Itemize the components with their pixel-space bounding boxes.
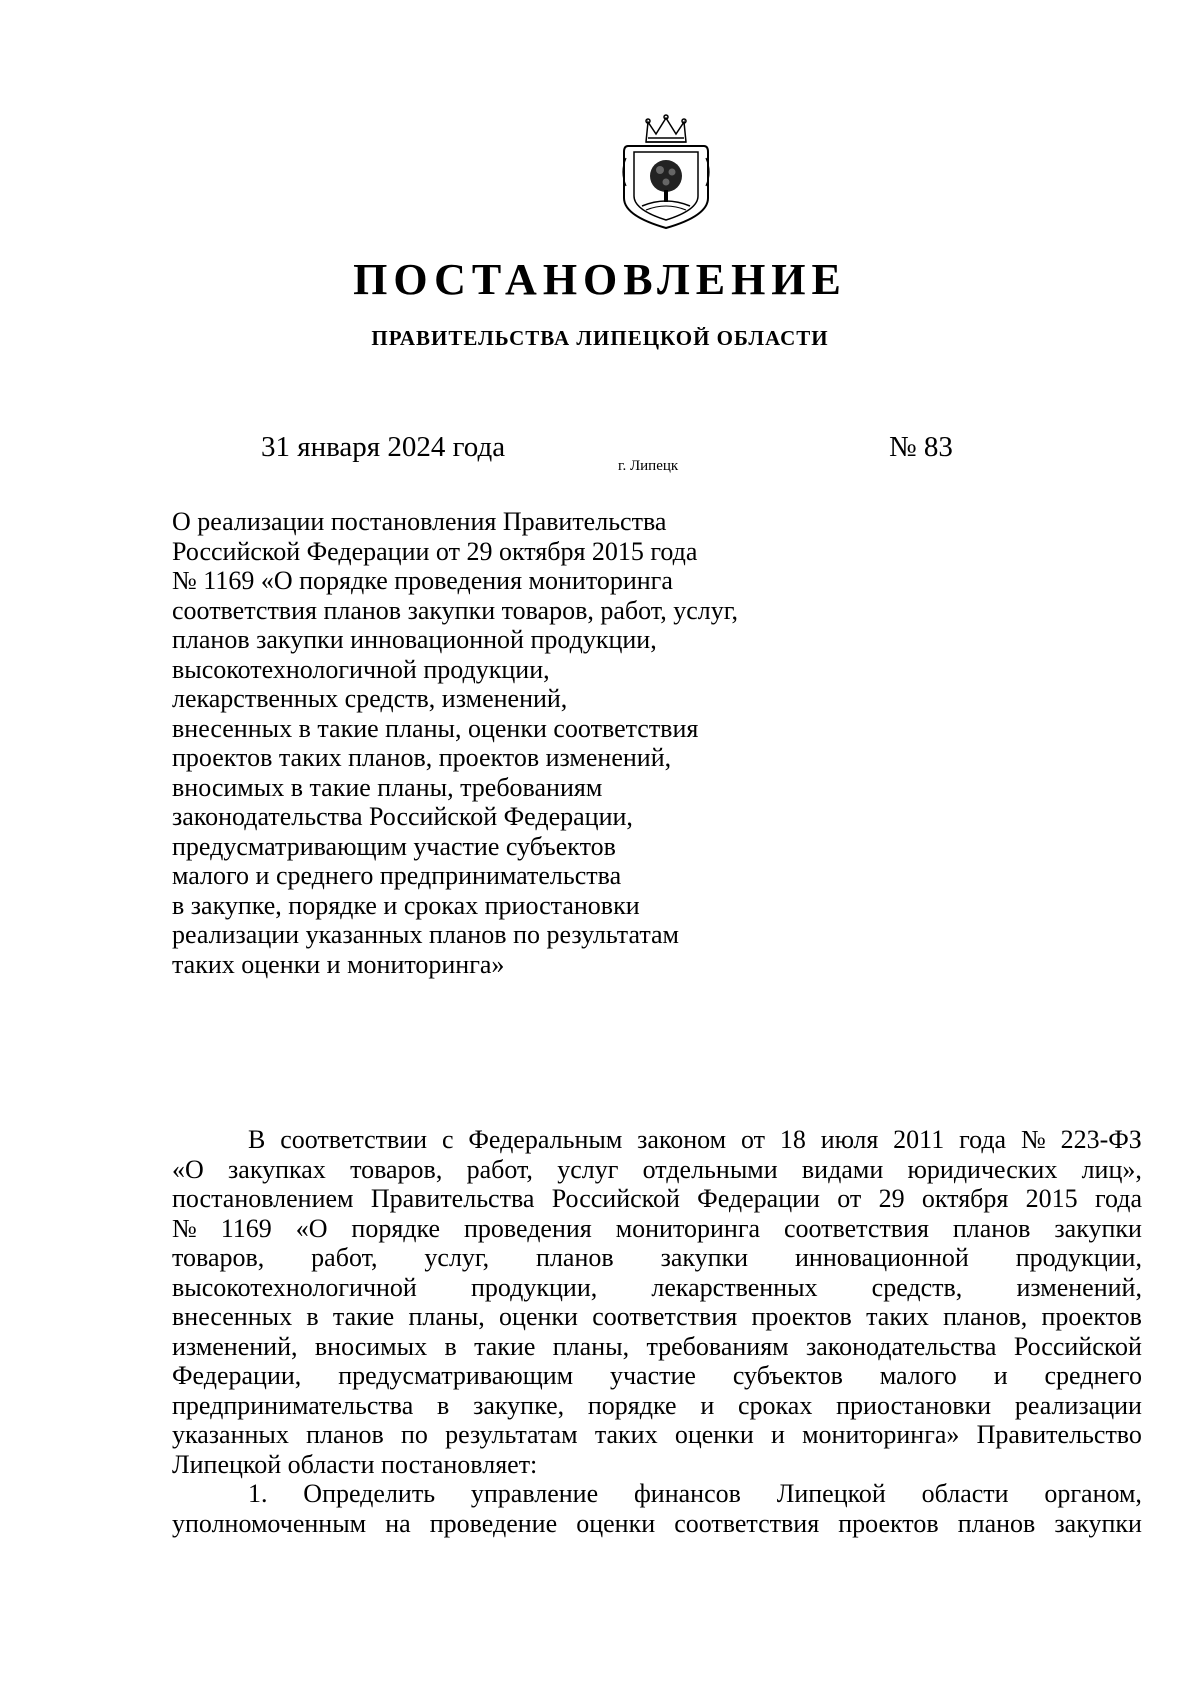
heading-line: соответствия планов закупки товаров, работ, услуг, bbox=[172, 595, 738, 625]
heading-line: проектов таких планов, проектов изменений, bbox=[172, 743, 672, 772]
heading-line: предусматривающим участие субъектов bbox=[172, 831, 616, 861]
body-line: постановлением Правительства Российской Федерации от 29 октября 2015 года bbox=[172, 1184, 1142, 1213]
body-line: внесенных в такие планы, оценки соответствия проектов таких планов, проектов bbox=[172, 1302, 1142, 1331]
heading-line: малого и среднего предпринимательства bbox=[172, 861, 622, 890]
heading-line: законодательства Российской Федерации, bbox=[172, 802, 633, 831]
body-line: Липецкой области постановляет: bbox=[172, 1449, 538, 1479]
body-line: высокотехнологичной продукции, лекарственных средств, изменений, bbox=[172, 1272, 1142, 1302]
body-line: изменений, вносимых в такие планы, требованиям законодательства Российской bbox=[172, 1331, 1142, 1361]
body-line: № 1169 «О порядке проведения мониторинга соответствия планов закупки bbox=[172, 1213, 1142, 1243]
heading-line: лекарственных средств, изменений, bbox=[172, 684, 568, 713]
heading-line: О реализации постановления Правительства bbox=[172, 507, 667, 536]
body-line: Федерации, предусматривающим участие субъектов малого и среднего bbox=[172, 1361, 1142, 1390]
heading-line: № 1169 «О порядке проведения мониторинга bbox=[172, 566, 673, 595]
heading-line: реализации указанных планов по результатам bbox=[172, 920, 679, 949]
heading-line: внесенных в такие планы, оценки соответствия bbox=[172, 713, 699, 743]
body-line: предпринимательства в закупке, порядке и сроках приостановки реализации bbox=[172, 1390, 1142, 1420]
body-line: В соответствии с Федеральным законом от 18 июля 2011 года № 223-ФЗ bbox=[248, 1125, 1142, 1154]
tree-icon bbox=[642, 160, 690, 210]
body-line: указанных планов по результатам таких оценки и мониторинга» Правительство bbox=[172, 1420, 1142, 1449]
body-line: 1. Определить управление финансов Липецкой области органом, bbox=[248, 1479, 1142, 1508]
document-date: 31 января 2024 года bbox=[261, 431, 506, 463]
document-city: г. Липецк bbox=[618, 458, 679, 474]
body-line: уполномоченным на проведение оценки соответствия проектов планов закупки bbox=[172, 1508, 1142, 1538]
document-title: ПОСТАНОВЛЕНИЕ bbox=[353, 255, 847, 304]
heading-line: таких оценки и мониторинга» bbox=[172, 949, 505, 979]
heading-line: Российской Федерации от 29 октября 2015 года bbox=[172, 536, 698, 566]
body-line: «О закупках товаров, работ, услуг отдельными видами юридических лиц», bbox=[172, 1154, 1142, 1184]
heading-line: вносимых в такие планы, требованиям bbox=[172, 772, 603, 802]
heading-line: в закупке, порядке и сроках приостановки bbox=[172, 890, 640, 920]
heading-line: планов закупки инновационной продукции, bbox=[172, 625, 657, 654]
coat-of-arms-emblem bbox=[618, 112, 714, 232]
document-number: № 83 bbox=[889, 431, 953, 463]
document-heading bbox=[172, 507, 738, 979]
body-line: товаров, работ, услуг, планов закупки инновационной продукции, bbox=[172, 1243, 1142, 1272]
crown-icon bbox=[646, 115, 686, 142]
document-subtitle: ПРАВИТЕЛЬСТВА ЛИПЕЦКОЙ ОБЛАСТИ bbox=[371, 326, 829, 350]
heading-line: высокотехнологичной продукции, bbox=[172, 654, 550, 684]
document-body bbox=[172, 1125, 1142, 1538]
